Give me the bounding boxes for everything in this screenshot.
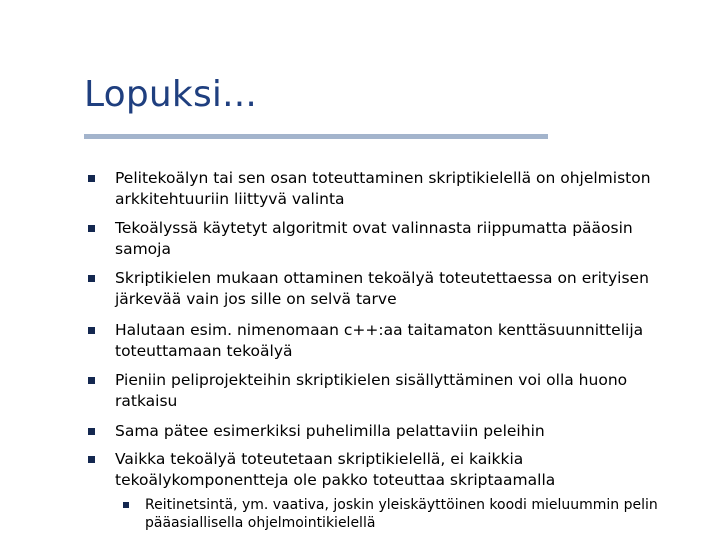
bullet-text: Tekoälyssä käytetyt algoritmit ovat valinnasta riippumatta pääosin samoja: [115, 219, 633, 258]
square-bullet-icon: [88, 377, 95, 384]
bullet-text: Sama pätee esimerkiksi puhelimilla pelattaviin peleihin: [115, 422, 545, 440]
square-bullet-icon: [88, 327, 95, 334]
bullet-text: Pieniin peliprojekteihin skriptikielen sisällyttäminen voi olla huono ratkaisu: [115, 371, 628, 410]
square-bullet-icon: [88, 225, 95, 232]
slide-title: Lopuksi...: [84, 74, 258, 115]
bullet-text: Pelitekoälyn tai sen osan toteuttaminen skriptikielellä on ohjelmiston arkkitehtuuriin liittyvä valinta: [115, 169, 651, 208]
square-bullet-icon: [88, 428, 95, 435]
square-bullet-icon: [88, 456, 95, 463]
square-bullet-icon: [123, 502, 129, 508]
square-bullet-icon: [88, 175, 95, 182]
sub-bullet-text: Reitinetsintä, ym. vaativa, joskin yleiskäyttöinen koodi mieluummin pelin pääasiallisella ohjelmointikielellä: [145, 497, 658, 531]
square-bullet-icon: [88, 275, 95, 282]
bullet-text: Vaikka tekoälyä toteutetaan skriptikielellä, ei kaikkia tekoälykomponentteja ole pakko toteuttaa skriptaamalla: [115, 450, 556, 489]
bullet-text: Halutaan esim. nimenomaan c++:aa taitamaton kenttäsuunnittelija toteuttamaan tekoälyä: [115, 321, 644, 360]
bullet-text: Skriptikielen mukaan ottaminen tekoälyä toteutettaessa on erityisen järkevää vain jos sille on selvä tarve: [115, 269, 649, 308]
